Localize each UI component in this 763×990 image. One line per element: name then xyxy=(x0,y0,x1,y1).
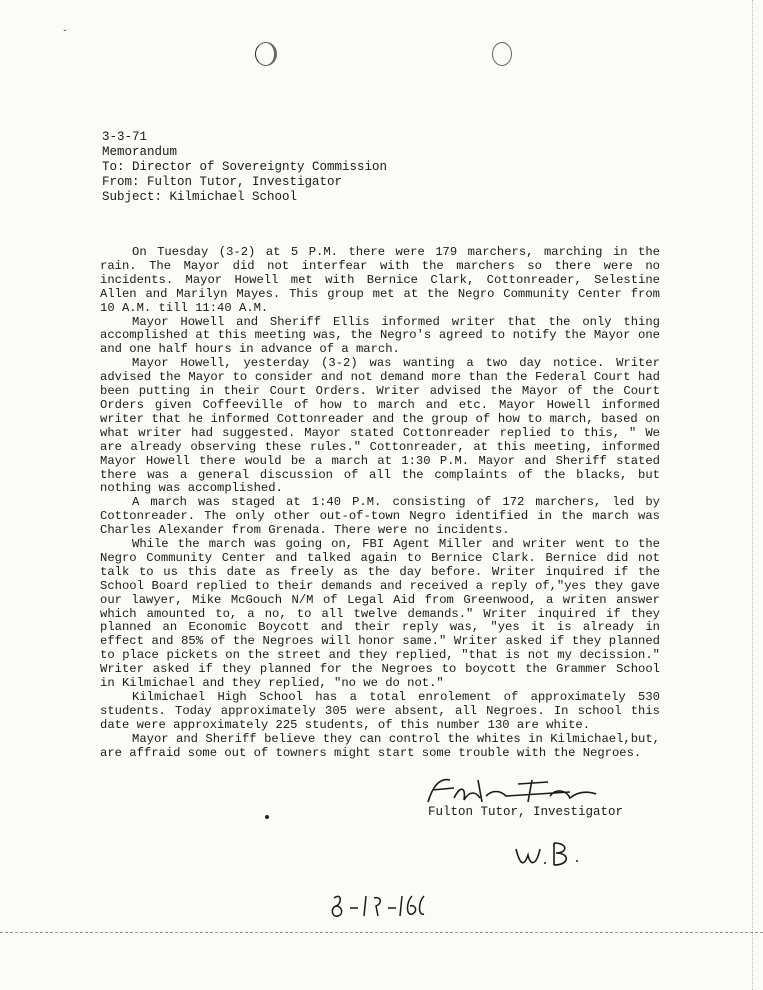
scan-edge xyxy=(752,0,753,990)
paragraph-1: On Tuesday (3-2) at 5 P.M. there were 179 marchers, marching in the rain. The Mayor did not interfear with the marchers so there were no incidents. Mayor Howell met with Bernice Clark, Cottonreader, Selestine Allen and Marilyn Mayes. This group met at the Negro Community Center from 10 A.M. till 11:40 A.M. xyxy=(100,245,660,315)
hole-punch-left xyxy=(255,42,277,66)
signature-printed: Fulton Tutor, Investigator xyxy=(428,805,624,819)
memo-header xyxy=(102,130,387,205)
paragraph-5: While the march was going on, FBI Agent Miller and writer went to the Negro Community Center and talked again to Bernice Clark. Bernice did not talk to us this date as freely as the day before. Writer inquired if the School Board replied to their demands and received a reply of,"yes they gave our lawyer, Mike McGouch N/M of Legal Aid from Greenwood, a writen answer which amounted to, a no, to all twelve demands." Writer inquired if they planned an Economic Boycott and their reply was, "yes it is already in effect and 85% of the Negroes will honor same." Writer asked if they planned to place pickets on the street and they replied, "that is not my decission." Writer asked if they planned for the Negroes to boycott the Grammer School in Kilmichael and they replied, "no we do not." xyxy=(100,537,660,691)
paragraph-6: Kilmichael High School has a total enrolement of approximately 530 students. Today approximately 305 were absent, all Negroes. In school this date were approximately 225 students, of this number 130 are white. xyxy=(100,690,660,732)
paragraph-7: Mayor and Sheriff believe they can control the whites in Kilmichael,but, are affraid some out of towners might start some trouble with the Negroes. xyxy=(100,731,660,760)
scan-fold-line xyxy=(0,932,763,934)
memo-to: To: Director of Sovereignty Commission xyxy=(102,160,388,174)
handwritten-page-number xyxy=(328,890,428,920)
scan-speck: ˇ xyxy=(62,30,69,41)
ink-dot xyxy=(265,815,269,819)
memo-body xyxy=(100,246,660,761)
paragraph-3: Mayor Howell, yesterday (3-2) was wanting a two day notice. Writer advised the Mayor to consider and not demand more than the Federal Court had been putting in their Court Orders. Writer advised the Mayor of the Court Orders given Coffeeville of how to march and etc. Mayor Howell informed writer that he informed Cottonreader and the group of how to march, based on what writer had suggested. Mayor stated Cottonreader replied to this, " We are already observing these rules." Cottonreader, at this meeting, informed Mayor Howell there would be a march at 1:30 P.M. Mayor and Sheriff stated there was a general discussion of all the complaints of the blacks, but nothing was accomplished. xyxy=(100,356,660,496)
paragraph-4: A march was staged at 1:40 P.M. consisting of 172 marchers, led by Cottonreader. The only other out-of-town Negro identified in the march was Charles Alexander from Grenada. There were no incidents. xyxy=(100,495,660,538)
hole-punch-right xyxy=(492,42,512,66)
memo-date: 3-3-71 xyxy=(102,130,148,144)
paragraph-2: Mayor Howell and Sheriff Ellis informed writer that the only thing accomplished at this meeting was, the Negro's agreed to notify the Mayor one and one half hours in advance of a march. xyxy=(100,314,660,357)
memo-subject: Subject: Kilmichael School xyxy=(102,190,298,204)
memo-from: From: Fulton Tutor, Investigator xyxy=(102,175,343,189)
memo-type: Memorandum xyxy=(102,145,178,159)
handwritten-initials xyxy=(510,835,590,875)
